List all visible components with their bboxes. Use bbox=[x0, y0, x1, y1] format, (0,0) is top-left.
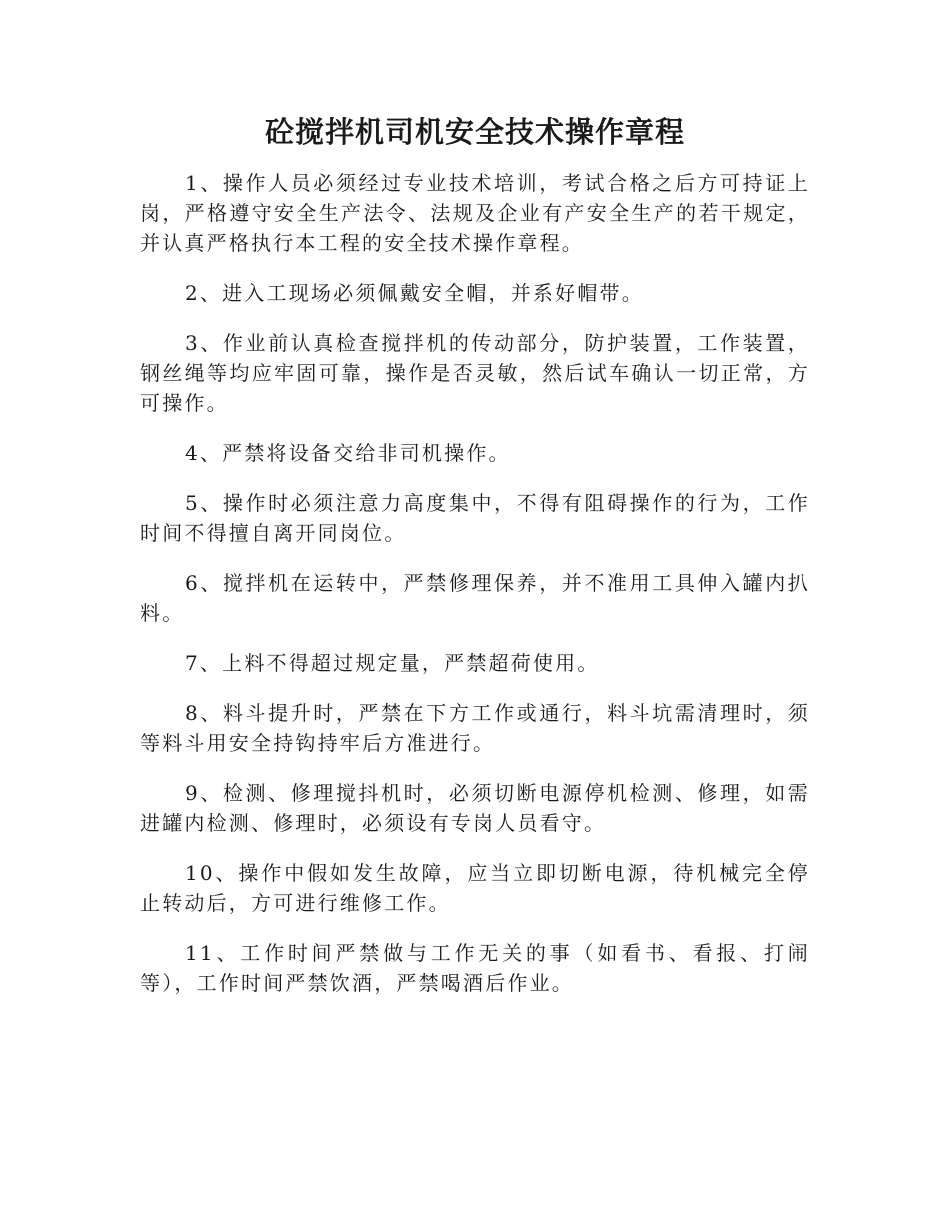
paragraph-7: 7、上料不得超过规定量，严禁超荷使用。 bbox=[185, 651, 600, 675]
paragraph-9: 9、检测、修理搅抖机时，必须切断电源停机检测、修理，如需进罐内检测、修理时，必须设有专岗人员看守。 bbox=[140, 781, 810, 835]
paragraph-10: 10、操作中假如发生故障，应当立即切断电源，待机械完全停止转动后，方可进行维修工作。 bbox=[140, 861, 810, 915]
paragraph-6: 6、搅拌机在运转中，严禁修理保养，并不准用工具伸入罐内扒料。 bbox=[140, 571, 810, 625]
paragraph-5: 5、操作时必须注意力高度集中，不得有阻碍操作的行为，工作时间不得擅自离开同岗位。 bbox=[140, 491, 810, 545]
paragraph-1: 1、操作人员必须经过专业技术培训，考试合格之后方可持证上岗，严格遵守安全生产法令、法规及企业有产安全生产的若干规定，并认真严格执行本工程的安全技术操作章程。 bbox=[140, 171, 810, 255]
paragraph-11: 11、工作时间严禁做与工作无关的事（如看书、看报、打闹等），工作时间严禁饮酒，严禁喝酒后作业。 bbox=[140, 941, 810, 995]
document-title: 砼搅拌机司机安全技术操作章程 bbox=[264, 115, 685, 149]
paragraph-4: 4、严禁将设备交给非司机操作。 bbox=[185, 441, 511, 465]
paragraph-2: 2、进入工现场必须佩戴安全帽，并系好帽带。 bbox=[185, 281, 644, 305]
paragraph-3: 3、作业前认真检查搅拌机的传动部分，防护装置，工作装置，钢丝绳等均应牢固可靠，操作是否灵敏，然后试车确认一切正常，方可操作。 bbox=[140, 331, 810, 415]
document-body bbox=[140, 168, 810, 1018]
paragraph-8: 8、料斗提升时，严禁在下方工作或通行，料斗坑需清理时，须等料斗用安全持钩持牢后方准进行。 bbox=[140, 701, 810, 755]
